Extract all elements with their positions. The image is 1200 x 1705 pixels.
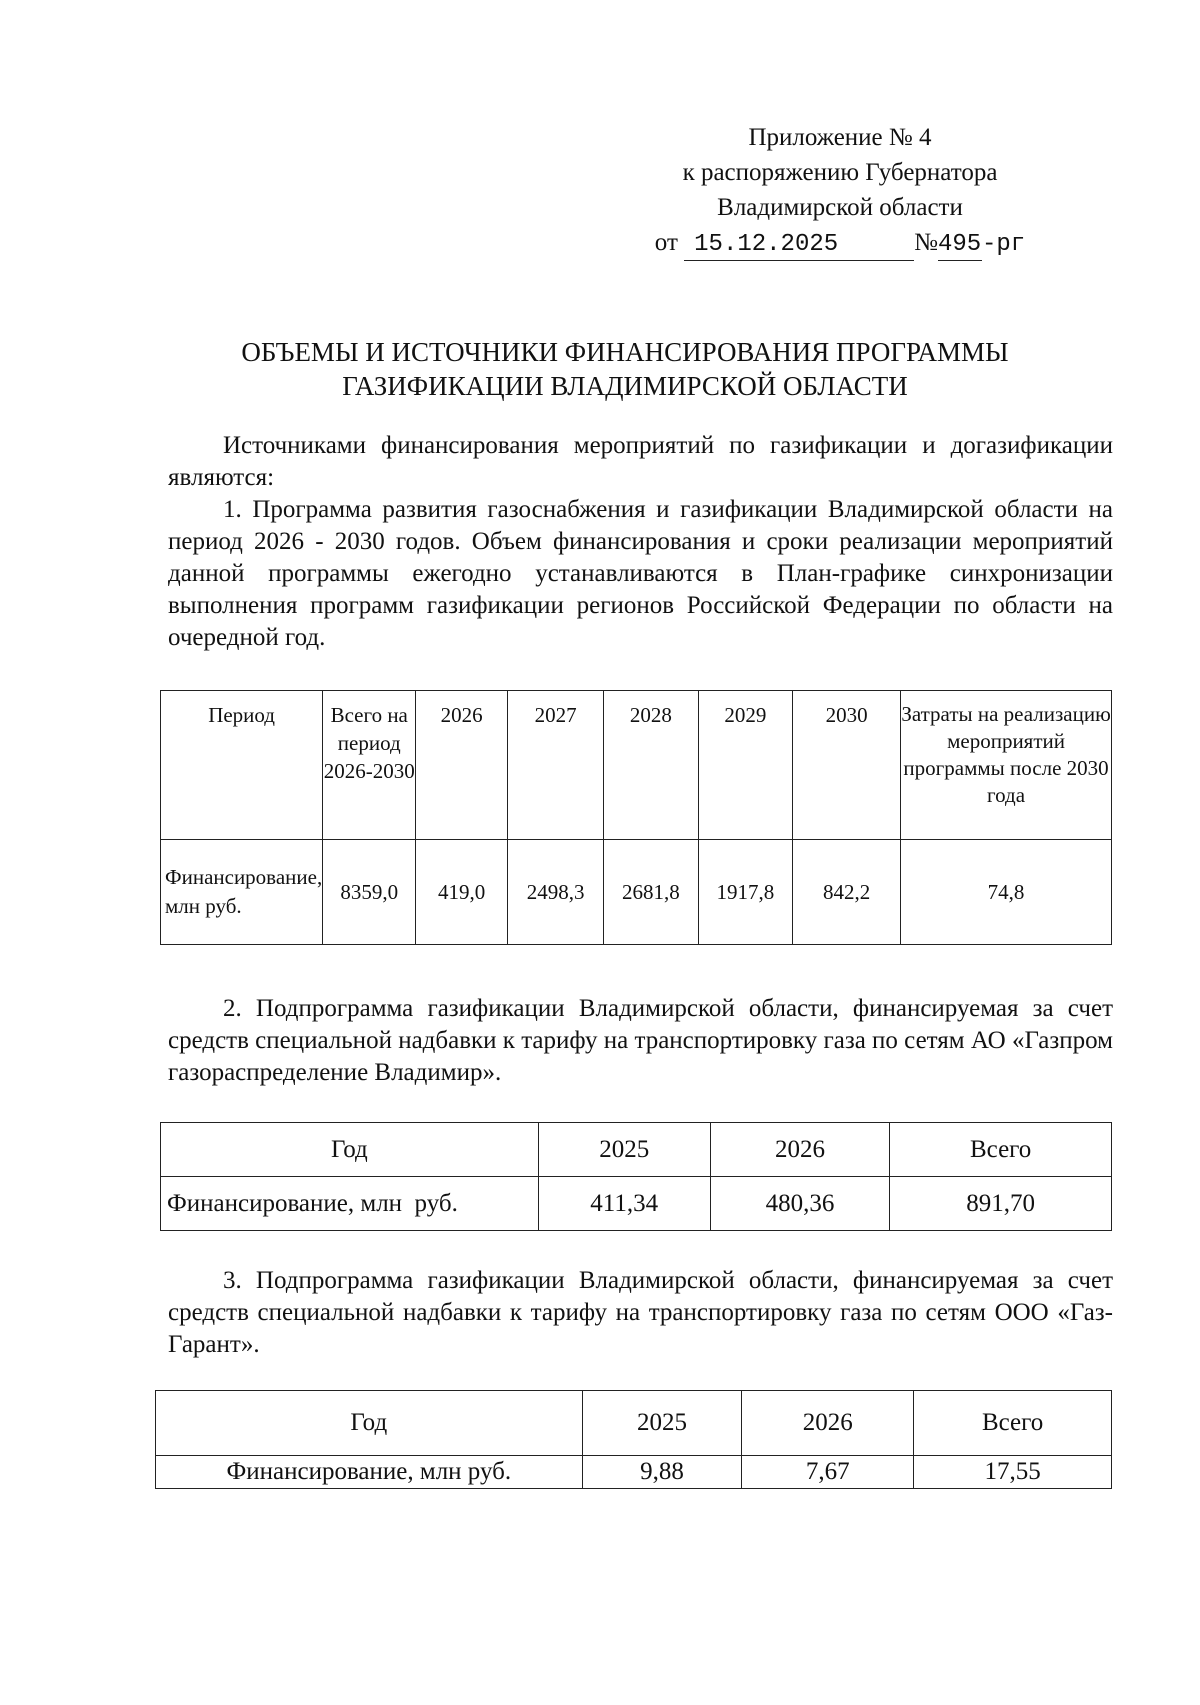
appendix-region: Владимирской области <box>717 194 963 221</box>
cell-total: 17,55 <box>914 1456 1112 1489</box>
cell-2025: 411,34 <box>538 1177 710 1231</box>
title-line-2: ГАЗИФИКАЦИИ ВЛАДИМИРСКОЙ ОБЛАСТИ <box>342 371 908 401</box>
appendix-order-ref: к распоряжению Губернатора <box>682 159 998 186</box>
header-2027: 2027 <box>507 691 603 840</box>
header-2029: 2029 <box>698 691 792 840</box>
row-label: Финансирование, млн руб. <box>161 1177 539 1231</box>
header-year: Год <box>156 1391 583 1456</box>
cell-2030: 842,2 <box>793 840 901 945</box>
header-2026: 2026 <box>710 1123 890 1177</box>
header-total: Всего <box>890 1123 1112 1177</box>
appendix-title: Приложение № 4 <box>748 124 932 151</box>
row-label: Финансирование, млн руб. <box>161 840 323 945</box>
section-3-paragraph: 3. Подпрограмма газификации Владимирской области, финансируемая за счет средств специальной надбавки к тарифу на транспортировку газа по сетям ООО «Газ-Гарант». <box>168 1267 1113 1358</box>
title-line-1: ОБЪЕМЫ И ИСТОЧНИКИ ФИНАНСИРОВАНИЯ ПРОГРАММЫ <box>241 337 1009 367</box>
header-period: Период <box>161 691 323 840</box>
header-2028: 2028 <box>604 691 698 840</box>
document-title <box>150 335 1100 403</box>
header-2025: 2025 <box>582 1391 742 1456</box>
program-funding-table <box>160 690 1112 945</box>
header-2026: 2026 <box>416 691 508 840</box>
gazprom-funding-table <box>160 1122 1112 1231</box>
order-date: 15.12.2025 <box>684 230 914 261</box>
table-row <box>156 1456 1112 1489</box>
cell-2029: 1917,8 <box>698 840 792 945</box>
gazgarant-funding-table <box>155 1390 1112 1489</box>
header-after-2030: Затраты на реализацию мероприятий программы после 2030 года <box>901 691 1112 840</box>
header-2025: 2025 <box>538 1123 710 1177</box>
order-number: 495 <box>938 230 982 261</box>
appendix-date-number <box>600 225 1080 262</box>
section-1-paragraph: 1. Программа развития газоснабжения и газификации Владимирской области на период 2026 - 2030 годов. Объем финансирования и сроки реализации мероприятий данной программы ежегодно устанавливаются в План-графике синхронизации выполнения программ газификации регионов Российской Федерации по области на очередной год. <box>168 496 1113 651</box>
table-header-row <box>156 1391 1112 1456</box>
date-prefix: от <box>654 229 678 256</box>
table-header-row <box>161 1123 1112 1177</box>
cell-2026: 7,67 <box>742 1456 914 1489</box>
header-total: Всего на период 2026-2030 <box>323 691 416 840</box>
section-2-paragraph: 2. Подпрограмма газификации Владимирской области, финансируемая за счет средств специальной надбавки к тарифу на транспортировку газа по сетям АО «Газпром газораспределение Владимир». <box>168 995 1113 1086</box>
cell-2027: 2498,3 <box>507 840 603 945</box>
row-label: Финансирование, млн руб. <box>156 1456 583 1489</box>
table-row <box>161 1177 1112 1231</box>
header-2026: 2026 <box>742 1391 914 1456</box>
appendix-header <box>600 120 1080 262</box>
cell-total: 891,70 <box>890 1177 1112 1231</box>
header-year: Год <box>161 1123 539 1177</box>
cell-total: 8359,0 <box>323 840 416 945</box>
table-header-row <box>161 691 1112 840</box>
cell-2028: 2681,8 <box>604 840 698 945</box>
table-row <box>161 840 1112 945</box>
cell-2025: 9,88 <box>582 1456 742 1489</box>
number-prefix: № <box>914 229 938 256</box>
header-2030: 2030 <box>793 691 901 840</box>
cell-2026: 419,0 <box>416 840 508 945</box>
number-suffix: -рг <box>982 231 1026 258</box>
intro-paragraph: Источниками финансирования мероприятий по газификации и догазификации являются: <box>168 432 1113 491</box>
cell-2026: 480,36 <box>710 1177 890 1231</box>
cell-after-2030: 74,8 <box>901 840 1112 945</box>
header-total: Всего <box>914 1391 1112 1456</box>
